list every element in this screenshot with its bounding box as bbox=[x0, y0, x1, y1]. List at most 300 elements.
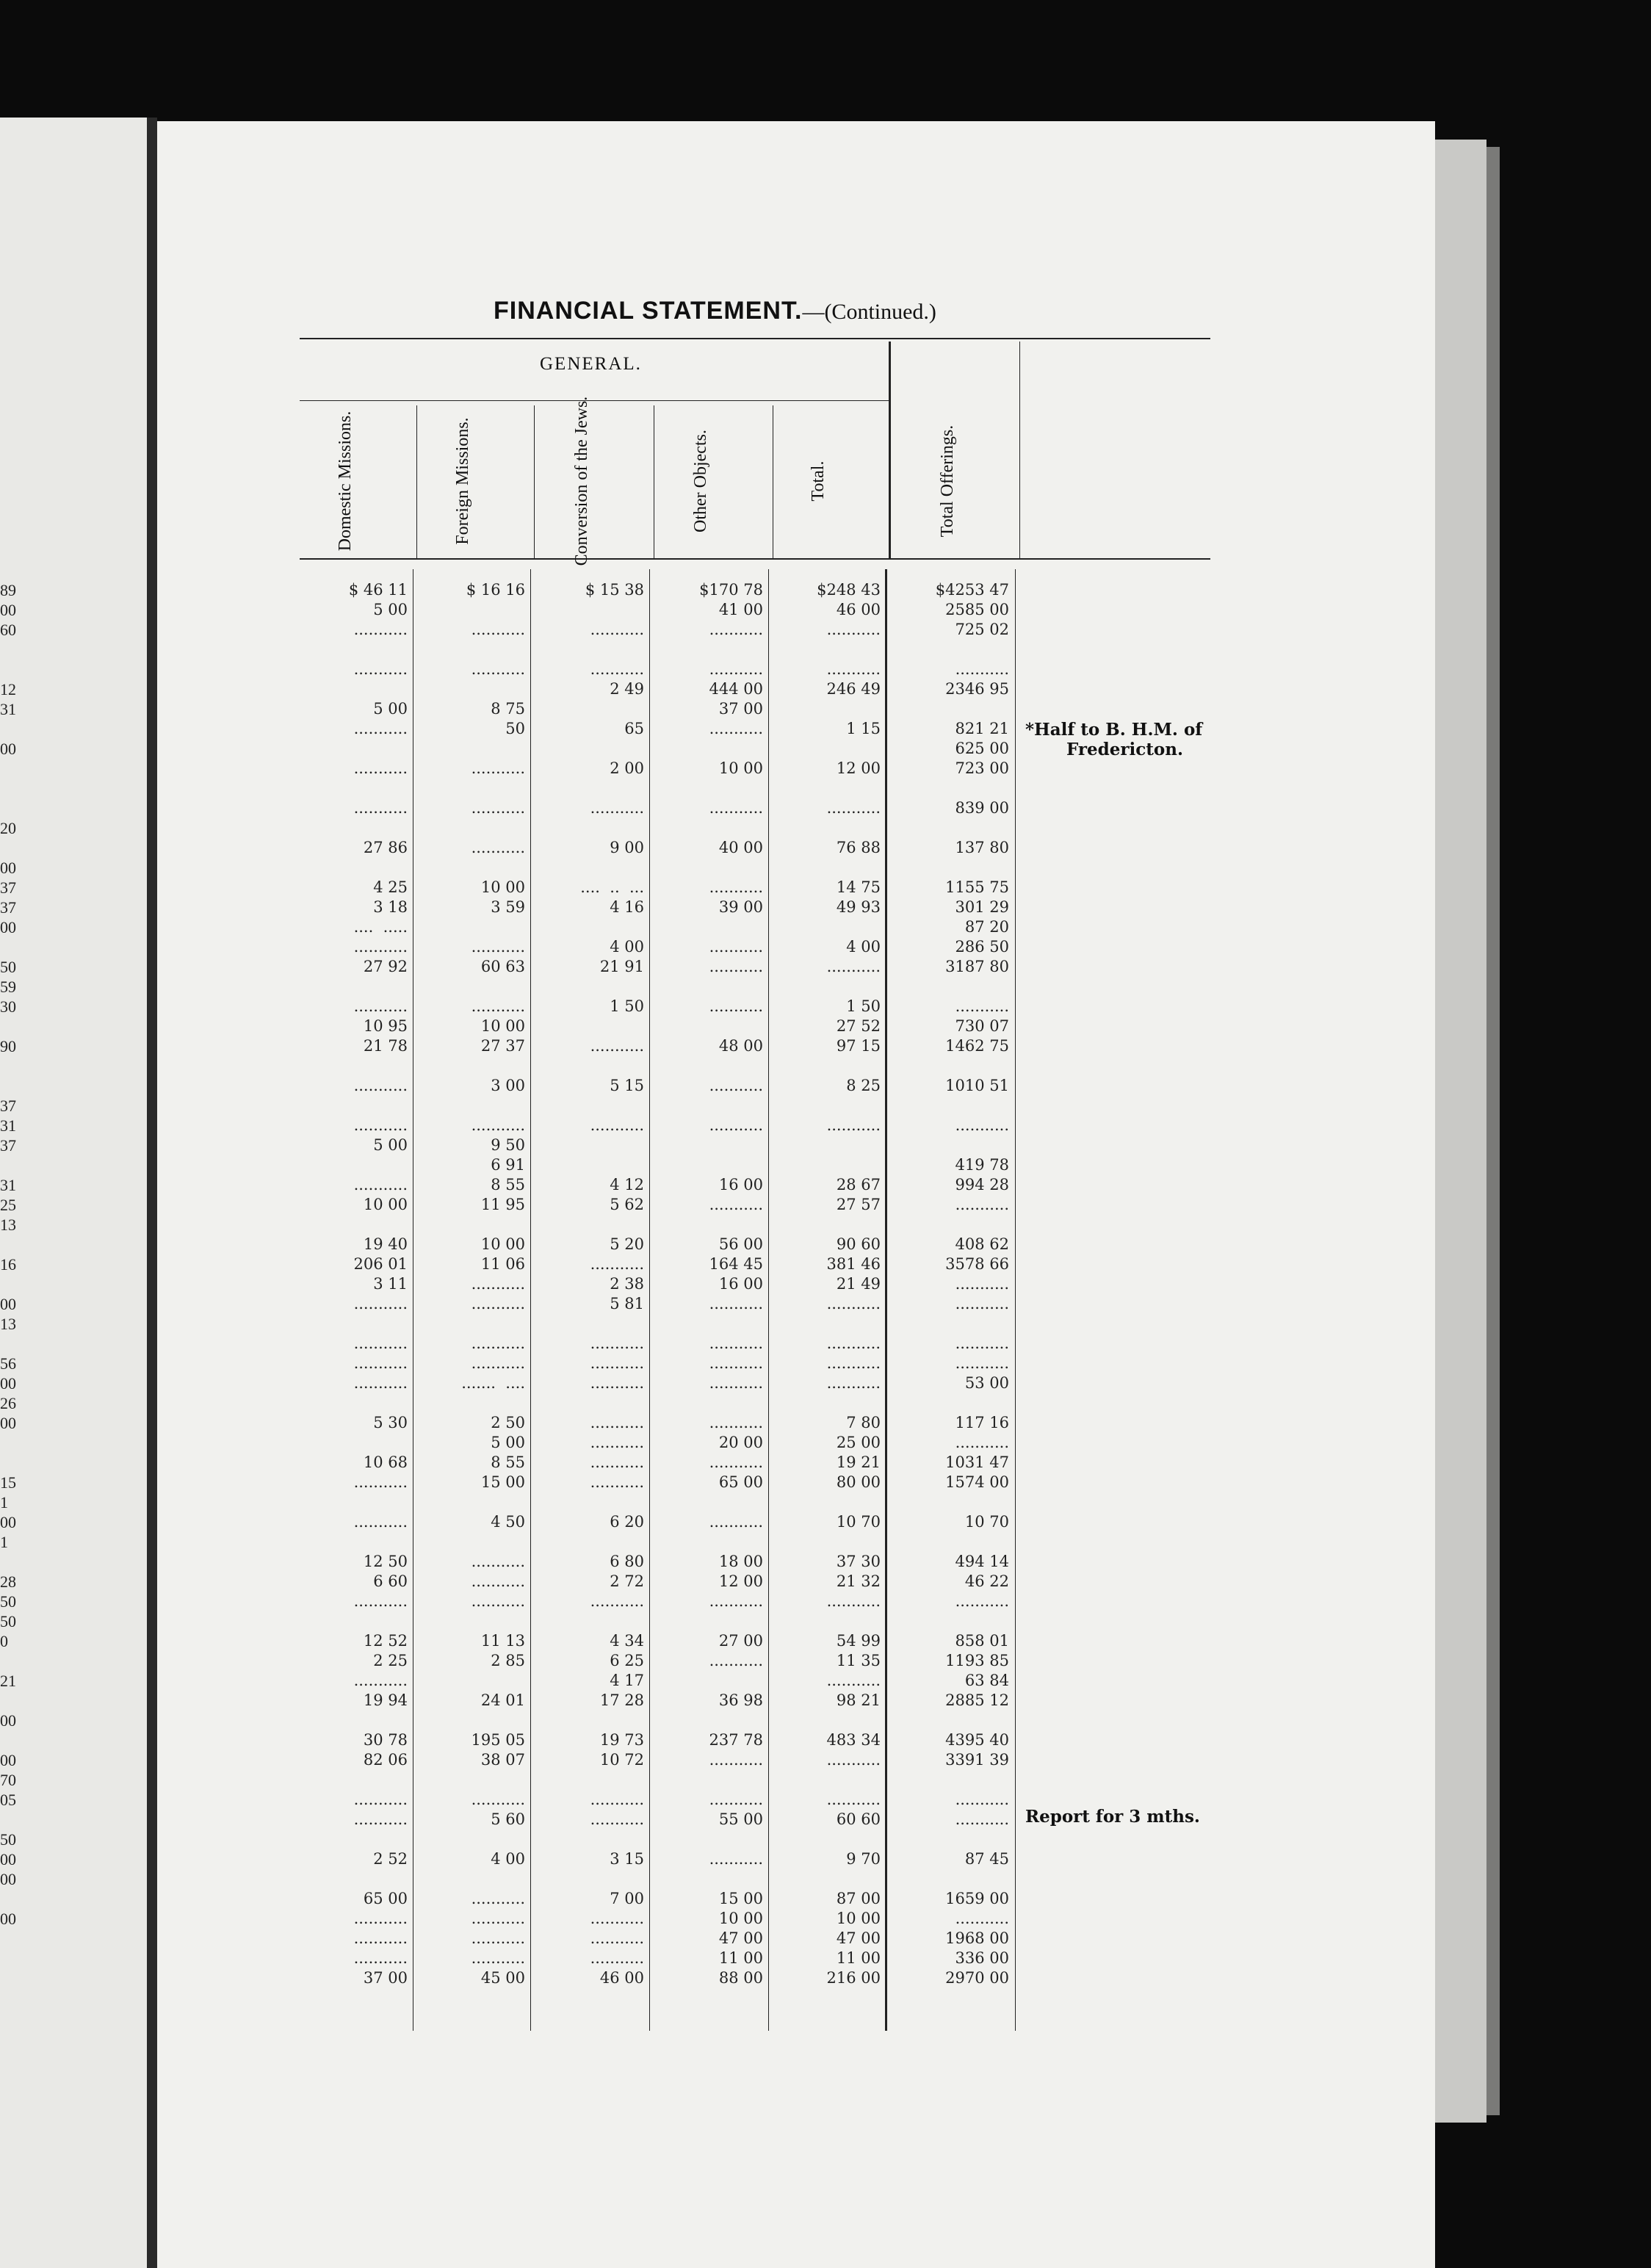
table-cell: ........... bbox=[590, 1354, 644, 1372]
table-cell: ........... bbox=[590, 1810, 644, 1828]
table-cell bbox=[770, 739, 881, 759]
table-cell: ........... bbox=[590, 1791, 644, 1808]
table-cell bbox=[653, 1869, 763, 1889]
table-cell bbox=[297, 1433, 408, 1453]
table-cell: ........... bbox=[709, 1354, 763, 1372]
table-cell: ........... bbox=[353, 1949, 408, 1967]
left-page bbox=[0, 118, 147, 2268]
table-cell: 5 30 bbox=[373, 1414, 408, 1431]
page-title bbox=[494, 297, 936, 325]
table-cell: 2885 12 bbox=[945, 1691, 1009, 1709]
table-cell: ........... bbox=[471, 660, 525, 678]
table-cell bbox=[534, 1096, 644, 1116]
table-cell bbox=[534, 1016, 644, 1036]
table-cell: 10 00 bbox=[363, 1196, 408, 1213]
table-cell bbox=[770, 858, 881, 878]
table-cell: .... .. ... bbox=[580, 878, 644, 896]
table-cell: 37 30 bbox=[836, 1553, 881, 1570]
table-cell bbox=[653, 1096, 763, 1116]
table-cell: 3 11 bbox=[373, 1275, 408, 1293]
table-cell bbox=[297, 1532, 408, 1552]
left-page-number: 50 bbox=[0, 1592, 16, 1611]
left-page-number bbox=[0, 660, 22, 679]
table-cell: 8 25 bbox=[846, 1077, 881, 1094]
table-cell: 53 00 bbox=[964, 1374, 1009, 1392]
table-cell: ........... bbox=[826, 1116, 881, 1134]
left-page-number: 30 bbox=[0, 997, 16, 1016]
table-cell: 65 bbox=[624, 720, 644, 737]
table-cell: ........... bbox=[590, 799, 644, 817]
table-cell bbox=[890, 1611, 1009, 1631]
table-cell: ........... bbox=[955, 1196, 1009, 1213]
table-cell: ........... bbox=[709, 1116, 763, 1134]
table-cell: ........... bbox=[709, 1850, 763, 1868]
table-cell: 90 60 bbox=[836, 1235, 881, 1253]
table-cell bbox=[297, 1869, 408, 1889]
table-cell: 36 98 bbox=[718, 1691, 763, 1709]
left-page-number bbox=[0, 640, 22, 660]
table-cell: 47 00 bbox=[718, 1929, 763, 1947]
table-cell bbox=[770, 1770, 881, 1790]
table-cell: 10 72 bbox=[599, 1751, 644, 1769]
table-cell: ........... bbox=[471, 1929, 525, 1947]
table-cell bbox=[890, 640, 1009, 660]
left-page-number: 89 bbox=[0, 581, 16, 599]
table-cell bbox=[653, 1770, 763, 1790]
table-cell: ........... bbox=[709, 1295, 763, 1312]
table-cell: 76 88 bbox=[836, 839, 881, 856]
table-cell bbox=[890, 1215, 1009, 1235]
table-cell bbox=[534, 818, 644, 838]
table-cell: ........... bbox=[353, 1176, 408, 1193]
left-page-number: 37 bbox=[0, 1136, 16, 1155]
left-page-number: 0 bbox=[0, 1632, 8, 1650]
table-cell: 3 18 bbox=[373, 898, 408, 916]
table-cell bbox=[653, 1830, 763, 1849]
left-page-number: 1 bbox=[0, 1533, 8, 1551]
table-cell: 12 52 bbox=[363, 1632, 408, 1650]
table-cell: 19 21 bbox=[836, 1453, 881, 1471]
table-cell bbox=[297, 679, 408, 699]
table-cell bbox=[653, 1056, 763, 1076]
table-cell: 47 00 bbox=[836, 1929, 881, 1947]
table-cell bbox=[534, 1711, 644, 1730]
left-page-number: 00 bbox=[0, 1414, 16, 1432]
table-cell: 10 70 bbox=[964, 1513, 1009, 1531]
table-cell: ........... bbox=[709, 997, 763, 1015]
table-cell: 2 49 bbox=[610, 680, 644, 698]
table-cell: ........... bbox=[709, 660, 763, 678]
left-page-number bbox=[0, 838, 22, 858]
table-cell bbox=[534, 1215, 644, 1235]
table-cell bbox=[415, 640, 525, 660]
left-page-number bbox=[0, 1453, 22, 1473]
table-cell bbox=[770, 1393, 881, 1413]
left-page-number bbox=[0, 1155, 22, 1175]
table-cell bbox=[415, 1492, 525, 1512]
table-cell bbox=[415, 858, 525, 878]
table-cell: 8 55 bbox=[491, 1176, 525, 1193]
table-cell: 301 29 bbox=[955, 898, 1009, 916]
left-page-number: 25 bbox=[0, 1196, 16, 1214]
table-cell: 4395 40 bbox=[945, 1731, 1009, 1749]
table-cell: 60 60 bbox=[836, 1810, 881, 1828]
table-cell: 994 28 bbox=[955, 1176, 1009, 1193]
table-cell bbox=[534, 917, 644, 937]
table-cell bbox=[890, 1770, 1009, 1790]
table-cell: ........... bbox=[590, 1037, 644, 1055]
table-cell: 2 38 bbox=[610, 1275, 644, 1293]
table-cell: ........... bbox=[826, 1295, 881, 1312]
table-cell bbox=[534, 1056, 644, 1076]
table-cell bbox=[415, 739, 525, 759]
table-cell: 5 81 bbox=[610, 1295, 644, 1312]
table-cell: 10 68 bbox=[363, 1453, 408, 1471]
table-cell: ........... bbox=[709, 1077, 763, 1094]
table-cell: 1 15 bbox=[846, 720, 881, 737]
table-cell: ........... bbox=[955, 1810, 1009, 1828]
table-cell: 27 86 bbox=[363, 839, 408, 856]
table-cell: 7 80 bbox=[846, 1414, 881, 1431]
table-cell: 9 70 bbox=[846, 1850, 881, 1868]
col-total-values bbox=[770, 580, 881, 1988]
table-cell bbox=[297, 739, 408, 759]
table-cell: ........... bbox=[471, 759, 525, 777]
table-cell: 10 00 bbox=[480, 1017, 525, 1035]
table-cell bbox=[297, 1215, 408, 1235]
left-page-number bbox=[0, 937, 22, 957]
table-cell: 2 52 bbox=[373, 1850, 408, 1868]
table-cell bbox=[890, 1314, 1009, 1334]
left-page-number: 00 bbox=[0, 1910, 16, 1928]
table-cell: ........... bbox=[709, 878, 763, 896]
table-cell bbox=[890, 977, 1009, 997]
table-cell: ........... bbox=[590, 621, 644, 638]
table-cell: ........... bbox=[353, 1910, 408, 1927]
table-cell bbox=[534, 640, 644, 660]
table-cell: 18 00 bbox=[718, 1553, 763, 1570]
table-cell bbox=[534, 600, 644, 620]
table-cell: 5 00 bbox=[373, 1136, 408, 1154]
table-cell: 48 00 bbox=[718, 1037, 763, 1055]
table-cell bbox=[770, 1215, 881, 1235]
title-text: FINANCIAL STATEMENT. bbox=[494, 297, 803, 325]
table-cell bbox=[415, 1096, 525, 1116]
table-cell bbox=[890, 1532, 1009, 1552]
table-cell: 28 67 bbox=[836, 1176, 881, 1193]
table-cell: 381 46 bbox=[826, 1255, 881, 1273]
table-cell bbox=[653, 977, 763, 997]
title-suffix: —(Continued.) bbox=[802, 300, 936, 324]
table-cell bbox=[297, 1711, 408, 1730]
table-cell: 24 01 bbox=[480, 1691, 525, 1709]
table-cell bbox=[890, 1393, 1009, 1413]
table-cell: ........... bbox=[709, 1513, 763, 1531]
table-cell: 419 78 bbox=[955, 1156, 1009, 1174]
table-cell: 2585 00 bbox=[945, 601, 1009, 618]
table-cell bbox=[770, 1869, 881, 1889]
table-cell: ........... bbox=[590, 1255, 644, 1273]
table-cell bbox=[653, 779, 763, 798]
table-cell: ........... bbox=[955, 1335, 1009, 1352]
table-cell: ........... bbox=[709, 1751, 763, 1769]
col-foreign-values bbox=[415, 580, 525, 1988]
left-page-number: 13 bbox=[0, 1216, 16, 1234]
table-cell bbox=[534, 1314, 644, 1334]
table-cell bbox=[297, 1393, 408, 1413]
table-cell: 46 22 bbox=[964, 1572, 1009, 1590]
note-half-to: *Half to B. H.M. of bbox=[1025, 720, 1203, 740]
table-cell: 21 49 bbox=[836, 1275, 881, 1293]
table-cell: ........... bbox=[590, 660, 644, 678]
table-cell: ........... bbox=[471, 1572, 525, 1590]
table-cell bbox=[534, 1135, 644, 1155]
header-rule bbox=[300, 558, 1210, 560]
table-cell bbox=[770, 1135, 881, 1155]
table-cell: ........... bbox=[353, 1354, 408, 1372]
table-cell: 1574 00 bbox=[945, 1473, 1009, 1491]
table-cell: 2 72 bbox=[610, 1572, 644, 1590]
table-cell: 839 00 bbox=[955, 799, 1009, 817]
table-cell: 11 06 bbox=[480, 1255, 525, 1273]
table-cell: ........... bbox=[709, 1374, 763, 1392]
table-cell: 4 00 bbox=[846, 938, 881, 956]
table-cell: ........... bbox=[471, 1949, 525, 1967]
table-cell: 27 52 bbox=[836, 1017, 881, 1035]
table-cell: ........... bbox=[826, 1335, 881, 1352]
table-cell bbox=[534, 779, 644, 798]
table-cell bbox=[770, 1492, 881, 1512]
table-cell bbox=[415, 1671, 525, 1691]
left-page-number bbox=[0, 1730, 22, 1750]
table-cell bbox=[415, 1314, 525, 1334]
left-page-number: 37 bbox=[0, 1097, 16, 1115]
table-cell: 5 00 bbox=[491, 1434, 525, 1451]
table-cell: 11 95 bbox=[480, 1196, 525, 1213]
table-cell: 444 00 bbox=[709, 680, 763, 698]
table-cell: ........... bbox=[353, 759, 408, 777]
table-cell bbox=[770, 1711, 881, 1730]
table-cell: 237 78 bbox=[709, 1731, 763, 1749]
table-cell: 5 00 bbox=[373, 700, 408, 718]
table-cell: ........... bbox=[353, 1077, 408, 1094]
table-cell: ........... bbox=[353, 1295, 408, 1312]
table-cell: ........... bbox=[826, 660, 881, 678]
table-cell bbox=[415, 1830, 525, 1849]
table-cell bbox=[297, 818, 408, 838]
table-cell bbox=[534, 1155, 644, 1175]
table-cell: 5 15 bbox=[610, 1077, 644, 1094]
table-cell: 408 62 bbox=[955, 1235, 1009, 1253]
table-cell: ........... bbox=[709, 799, 763, 817]
table-cell bbox=[890, 1711, 1009, 1730]
col-divider-6 bbox=[1019, 342, 1020, 560]
table-cell: ........... bbox=[826, 958, 881, 975]
left-page-number bbox=[0, 1552, 22, 1572]
left-page-number: 28 bbox=[0, 1572, 16, 1591]
table-cell: 117 16 bbox=[955, 1414, 1009, 1431]
table-cell bbox=[534, 1830, 644, 1849]
table-cell: 60 63 bbox=[480, 958, 525, 975]
table-cell: ........... bbox=[471, 1592, 525, 1610]
table-cell: 10 00 bbox=[480, 1235, 525, 1253]
table-cell: 15 00 bbox=[718, 1890, 763, 1907]
table-cell: 4 50 bbox=[491, 1513, 525, 1531]
table-cell: ........... bbox=[826, 621, 881, 638]
table-cell bbox=[297, 858, 408, 878]
table-cell: 16 00 bbox=[718, 1275, 763, 1293]
table-cell bbox=[653, 640, 763, 660]
left-page-number bbox=[0, 1056, 22, 1076]
table-cell: 37 00 bbox=[718, 700, 763, 718]
table-cell: 137 80 bbox=[955, 839, 1009, 856]
col-header-foreign: Foreign Missions. bbox=[453, 417, 472, 545]
table-cell: 56 00 bbox=[718, 1235, 763, 1253]
table-cell bbox=[890, 1492, 1009, 1512]
table-cell: 1462 75 bbox=[945, 1037, 1009, 1055]
table-cell: ........... bbox=[590, 1434, 644, 1451]
left-page-number: 50 bbox=[0, 1830, 16, 1849]
left-page-number bbox=[0, 1433, 22, 1453]
title-rule bbox=[300, 338, 1210, 339]
table-cell: 206 01 bbox=[353, 1255, 408, 1273]
table-cell: 11 35 bbox=[836, 1652, 881, 1669]
table-cell bbox=[653, 917, 763, 937]
table-cell bbox=[770, 1532, 881, 1552]
table-cell bbox=[653, 1215, 763, 1235]
table-cell: 38 07 bbox=[480, 1751, 525, 1769]
table-cell: 5 62 bbox=[610, 1196, 644, 1213]
table-cell: ........... bbox=[955, 1434, 1009, 1451]
table-cell: ........... bbox=[471, 997, 525, 1015]
table-cell: 10 95 bbox=[363, 1017, 408, 1035]
table-cell: ........... bbox=[955, 1295, 1009, 1312]
table-cell bbox=[415, 1393, 525, 1413]
body-divider-total bbox=[885, 569, 887, 2031]
table-cell bbox=[534, 739, 644, 759]
table-cell: ........... bbox=[709, 1791, 763, 1808]
table-cell: ........... bbox=[826, 1672, 881, 1689]
table-cell bbox=[890, 1135, 1009, 1155]
table-cell: ........... bbox=[590, 1374, 644, 1392]
left-page-number: 00 bbox=[0, 1850, 16, 1868]
table-cell bbox=[297, 1314, 408, 1334]
table-cell: ........... bbox=[353, 1335, 408, 1352]
table-cell bbox=[653, 1671, 763, 1691]
table-cell: 27 00 bbox=[718, 1632, 763, 1650]
table-cell bbox=[297, 977, 408, 997]
table-cell: 27 57 bbox=[836, 1196, 881, 1213]
table-cell: 16 00 bbox=[718, 1176, 763, 1193]
table-cell bbox=[534, 1770, 644, 1790]
table-cell bbox=[415, 779, 525, 798]
left-page-number: 37 bbox=[0, 898, 16, 917]
left-page-number: 59 bbox=[0, 978, 16, 996]
table-cell: 1031 47 bbox=[945, 1453, 1009, 1471]
table-cell: 2 00 bbox=[610, 759, 644, 777]
table-cell: 17 28 bbox=[599, 1691, 644, 1709]
table-cell: ........... bbox=[353, 1473, 408, 1491]
table-cell: 12 50 bbox=[363, 1553, 408, 1570]
table-cell bbox=[653, 858, 763, 878]
table-cell bbox=[534, 858, 644, 878]
table-cell bbox=[770, 977, 881, 997]
table-cell: 336 00 bbox=[955, 1949, 1009, 1967]
body-divider-2 bbox=[530, 569, 531, 2031]
table-cell bbox=[297, 1611, 408, 1631]
table-cell: ........... bbox=[826, 1354, 881, 1372]
table-cell: 4 12 bbox=[610, 1176, 644, 1193]
left-page-number bbox=[0, 719, 22, 739]
left-page-number: 00 bbox=[0, 1513, 16, 1531]
table-cell: 3391 39 bbox=[945, 1751, 1009, 1769]
table-cell bbox=[653, 1711, 763, 1730]
col-divider-1 bbox=[416, 405, 417, 560]
table-cell bbox=[770, 1155, 881, 1175]
left-page-number: 31 bbox=[0, 700, 16, 718]
table-cell: 87 20 bbox=[964, 918, 1009, 936]
table-cell: ........... bbox=[353, 1513, 408, 1531]
table-cell: 5 00 bbox=[373, 601, 408, 618]
table-cell: ........... bbox=[590, 1592, 644, 1610]
table-cell: ........... bbox=[709, 958, 763, 975]
table-cell: ........... bbox=[353, 997, 408, 1015]
table-cell: 49 93 bbox=[836, 898, 881, 916]
table-cell: $ 46 11 bbox=[348, 581, 408, 599]
table-cell: 46 00 bbox=[599, 1969, 644, 1987]
left-page-number bbox=[0, 1016, 22, 1036]
table-cell bbox=[890, 1096, 1009, 1116]
left-page-number bbox=[0, 1334, 22, 1354]
table-cell: 483 34 bbox=[826, 1731, 881, 1749]
table-cell bbox=[534, 699, 644, 719]
table-cell bbox=[415, 1056, 525, 1076]
table-cell: ........... bbox=[709, 1592, 763, 1610]
table-cell: .... ..... bbox=[353, 918, 408, 936]
col-header-total-offerings: Total Offerings. bbox=[938, 425, 957, 538]
table-cell: $ 15 38 bbox=[585, 581, 644, 599]
table-cell: 19 94 bbox=[363, 1691, 408, 1709]
table-cell: ........... bbox=[955, 660, 1009, 678]
table-cell: 41 00 bbox=[718, 601, 763, 618]
table-cell bbox=[770, 1096, 881, 1116]
table-cell bbox=[415, 818, 525, 838]
table-cell: 1193 85 bbox=[945, 1652, 1009, 1669]
table-cell bbox=[415, 600, 525, 620]
table-cell: ........... bbox=[709, 1652, 763, 1669]
col-header-domestic: Domestic Missions. bbox=[336, 411, 355, 552]
table-cell: 9 00 bbox=[610, 839, 644, 856]
table-cell: $ 16 16 bbox=[466, 581, 525, 599]
table-cell: ........... bbox=[353, 799, 408, 817]
left-page-numbers bbox=[0, 580, 22, 1929]
table-cell: 6 91 bbox=[491, 1156, 525, 1174]
table-cell: 1659 00 bbox=[945, 1890, 1009, 1907]
table-cell: ........... bbox=[471, 839, 525, 856]
left-page-number: 00 bbox=[0, 1374, 16, 1393]
table-cell: 10 00 bbox=[836, 1910, 881, 1927]
table-cell bbox=[534, 1393, 644, 1413]
table-cell: ........... bbox=[826, 1751, 881, 1769]
table-cell: 39 00 bbox=[718, 898, 763, 916]
table-cell: 25 00 bbox=[836, 1434, 881, 1451]
table-cell: 1010 51 bbox=[945, 1077, 1009, 1094]
left-page-number: 50 bbox=[0, 958, 16, 976]
left-page-number: 31 bbox=[0, 1176, 16, 1194]
table-cell: 87 00 bbox=[836, 1890, 881, 1907]
left-page-number: 90 bbox=[0, 1037, 16, 1055]
table-cell bbox=[653, 1393, 763, 1413]
